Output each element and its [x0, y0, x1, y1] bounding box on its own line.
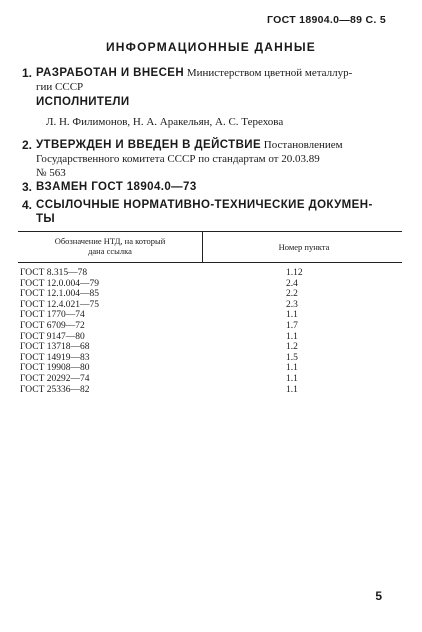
section-4-line1: ССЫЛОЧНЫЕ НОРМАТИВНО-ТЕХНИЧЕСКИЕ ДОКУМЕН- [36, 199, 373, 211]
table-column-divider [202, 231, 203, 262]
section-1-line2: гии СССР [36, 81, 84, 93]
table-row-document: ГОСТ 12.1.004—85 [20, 289, 99, 300]
table-row-clause: 1.1 [286, 363, 298, 374]
table-document-column [20, 268, 200, 395]
section-2-heading: УТВЕРЖДЕН И ВВЕДЕН В ДЕЙСТВИЕ [36, 139, 262, 151]
table-row-clause: 2.4 [286, 278, 298, 289]
table-header-clause: Номер пункта [278, 242, 330, 252]
section-3 [22, 180, 392, 194]
running-head: ГОСТ 18904.0—89 С. 5 [267, 14, 386, 26]
table-row-clause: 1.1 [286, 384, 298, 395]
page-title: ИНФОРМАЦИОННЫЕ ДАННЫЕ [105, 40, 317, 54]
table-row-clause: 1.7 [286, 320, 298, 331]
table-row-clause: 1.12 [286, 268, 303, 278]
section-2-number: 2. [22, 138, 33, 152]
table-row-clause: 1.2 [286, 342, 298, 353]
table-row-clause: 2.2 [286, 289, 298, 300]
table-row-clause: 1.5 [286, 352, 298, 363]
section-1 [22, 66, 392, 94]
table-row-document: ГОСТ 6709—72 [20, 320, 85, 331]
table-row-document: ГОСТ 8.315—78 [20, 268, 88, 278]
section-1-heading: РАЗРАБОТАН И ВНЕСЕН [36, 67, 185, 79]
table-row-clause: 2.3 [286, 299, 298, 310]
table-row-clause: 1.1 [286, 373, 298, 384]
section-4-line2: ТЫ [36, 213, 56, 225]
table-header-document-line2: дана ссылка [88, 246, 132, 256]
performers-heading: ИСПОЛНИТЕЛИ [36, 96, 130, 108]
table-header-document [20, 236, 200, 256]
section-2-text [36, 138, 392, 180]
table-row-document: ГОСТ 19908—80 [20, 363, 90, 374]
section-1-number: 1. [22, 66, 33, 80]
section-2-line2: Государственного комитета СССР по стандартам от 20.03.89 [36, 153, 320, 165]
section-3-heading: ВЗАМЕН ГОСТ 18904.0—73 [36, 181, 197, 193]
section-4 [22, 198, 392, 226]
performers-names: Л. Н. Филимонов, Н. А. Аракельян, А. С. Терехова [46, 116, 284, 128]
table-row-document: ГОСТ 12.0.004—79 [20, 278, 99, 289]
table-top-rule [18, 231, 402, 232]
table-row-clause: 1.1 [286, 310, 298, 321]
section-4-heading [36, 198, 392, 226]
table-clause-column [286, 268, 326, 395]
table-row-document: ГОСТ 25336—82 [20, 384, 90, 395]
table-row-document: ГОСТ 12.4.021—75 [20, 299, 99, 310]
table-row-document: ГОСТ 20292—74 [20, 373, 90, 384]
section-4-number: 4. [22, 198, 33, 212]
table-header-document-line1: Обозначение НТД, на который [54, 236, 166, 246]
table-header-rule [18, 262, 402, 263]
section-2-line3: № 563 [36, 167, 66, 179]
section-2-line1: Постановлением [263, 139, 343, 151]
section-1-line1: Министерством цветной металлур- [186, 67, 353, 79]
section-1-text [36, 66, 392, 94]
section-2 [22, 138, 392, 180]
table-row-document: ГОСТ 14919—83 [20, 352, 90, 363]
table-row-document: ГОСТ 1770—74 [20, 310, 85, 321]
table-row-clause: 1.1 [286, 331, 298, 342]
section-3-number: 3. [22, 180, 33, 194]
table-row-document: ГОСТ 13718—68 [20, 342, 90, 353]
table-row-document: ГОСТ 9147—80 [20, 331, 85, 342]
page-number: 5 [375, 589, 382, 603]
